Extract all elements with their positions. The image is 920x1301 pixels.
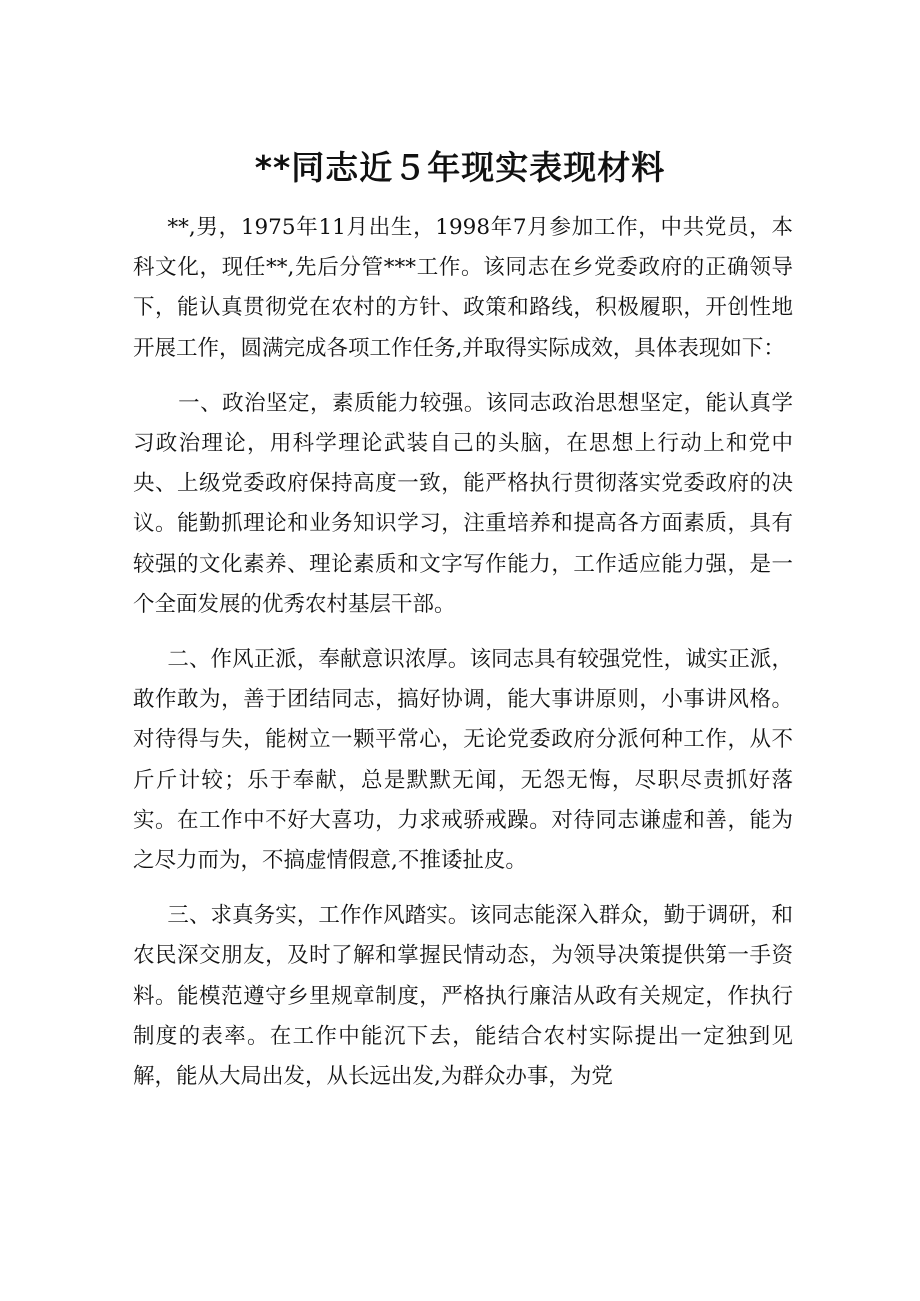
intro-paragraph: **,男，1975年11月出生，1998年7月参加工作，中共党员，本科文化，现任**,先后分管***工作。该同志在乡党委政府的正确领导下，能认真贯彻党在农村的方针、政策和路线，积极履职，开创性地开展工作，圆满完成各项工作任务,并取得实际成效，具体表现如下： bbox=[133, 215, 793, 361]
section-2-paragraph: 二、作风正派，奉献意识浓厚。该同志具有较强党性，诚实正派，敢作敢为，善于团结同志，搞好协调，能大事讲原则，小事讲风格。对待得与失，能树立一颗平常心，无论党委政府分派何种工作，从不斤斤计较；乐于奉献，总是默默无闻，无怨无悔，尽职尽责抓好落实。在工作中不好大喜功，力求戒骄戒躁。对待同志谦虚和善，能为之尽力而为，不搞虚情假意,不推诿扯皮。 bbox=[133, 647, 793, 874]
section-3-paragraph: 三、求真务实，工作作风踏实。该同志能深入群众，勤于调研，和农民深交朋友，及时了解和掌握民情动态，为领导决策提供第一手资料。能模范遵守乡里规章制度，严格执行廉洁从政有关规定，作执行制度的表率。在工作中能沉下去，能结合农村实际提出一定独到见解，能从大局出发，从长远出发,为群众办事，为党 bbox=[133, 903, 793, 1090]
section-1-paragraph: 一、政治坚定，素质能力较强。该同志政治思想坚定，能认真学习政治理论，用科学理论武装自己的头脑，在思想上行动上和党中央、上级党委政府保持高度一致，能严格执行贯彻落实党委政府的决议。能勤抓理论和业务知识学习，注重培养和提高各方面素质，具有较强的文化素养、理论素质和文字写作能力，工作适应能力强，是一个全面发展的优秀农村基层干部。 bbox=[133, 390, 793, 617]
document-body bbox=[133, 208, 793, 1097]
document-title: **同志近５年现实表现材料 bbox=[254, 148, 666, 187]
